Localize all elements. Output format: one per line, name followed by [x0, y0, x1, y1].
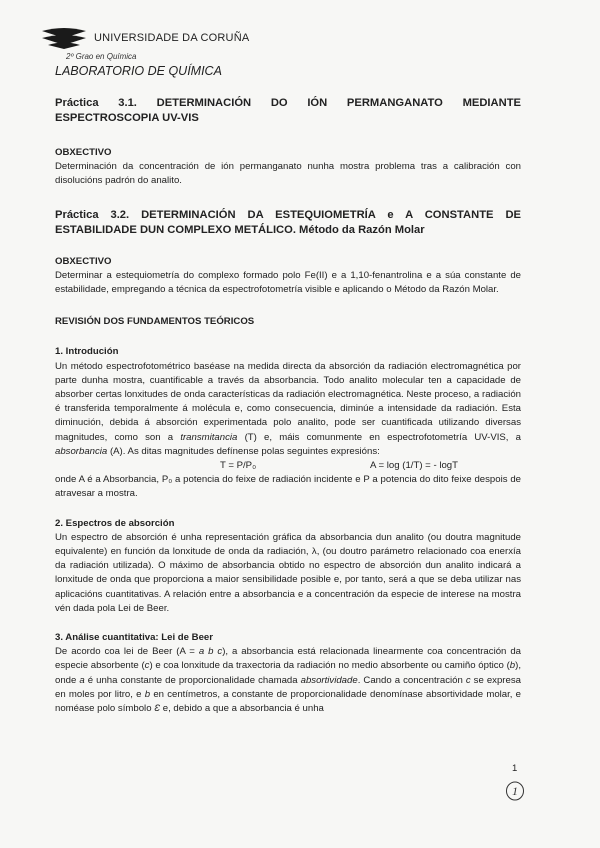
formula-absorbance: A = log (1/T) = - logT	[370, 460, 458, 472]
handwritten-mark-text: 1	[512, 784, 518, 798]
section-3-heading: 3. Análise cuantitativa: Lei de Beer	[55, 632, 213, 644]
section-1-text: Un método espectrofotométrico baséase na medida directa da absorción da radiación electromagnética por parte dunha mostra, cuantificable a través da absorbancia. Todo analito molecular ten a capacidade de absorber certas lonxitudes de onda características da radiación electromagnética. Neste proceso, a radiación é transferida temporalmente á molécula e, como consecuencia, diminúe a intensidade da radiación. Esta diminución, debida á absorción experimentada polo analito, pode ser cuantificada utilizando diversas magnitudes, como son a transmitancia (T) e, máis comunmente en espectrofotometría UV-VIS, a absorbancia (A). As ditas magnitudes defínense polas seguintes expresións:	[55, 360, 521, 457]
practice-2-title: Práctica 3.2. DETERMINACIÓN DA ESTEQUIOMETRÍA e A CONSTANTE DE ESTABILIDADE DUN COMPLEXO METÁLICO. Método da Razón Molar	[55, 208, 521, 236]
practice-1-title: Práctica 3.1. DETERMINACIÓN DO IÓN PERMANGANATO MEDIANTE	[55, 97, 521, 109]
formula-row	[220, 459, 521, 473]
formula-transmitance: T = P/P₀	[220, 460, 257, 472]
document-body	[55, 96, 521, 716]
practice-1-title-line2: ESPECTROSCOPIA UV-VIS	[55, 112, 199, 124]
review-heading: REVISIÓN DOS FUNDAMENTOS TEÓRICOS	[55, 316, 255, 328]
university-header	[40, 27, 249, 49]
section-1-text-end: onde A é a Absorbancia, P₀ a potencia do feixe de radiación incidente e P a potencia do dito feixe despois de atravesar a mostra.	[55, 474, 521, 500]
lab-title: LABORATORIO DE QUÍMICA	[55, 64, 222, 78]
practice-2-objective-heading: OBXECTIVO	[55, 255, 112, 267]
practice-1-objective-text: Determinación da concentración de ión permanganato nunha mostra problema tras a calibración con disolucións padrón do analito.	[55, 161, 521, 187]
section-2-text: Un espectro de absorción é unha representación gráfica da absorbancia dun analito (ou doutra magnitude equivalente) en función da lonxitude de onda da radiación, λ, (ou doutro parámetro relacionado coa enerxía da radiación utilizada). O máximo de absorbancia obtido no espectro de absorción dun analito indicará a lonxitude de onda que proporciona a maior sensibilidade posible e, por tanto, será a que se deba utilizar nas aplicacións cuantitativas. A relación entre a absorbancia e a concentración da especie de interese na mostra vén dada pola Lei de Beer.	[55, 531, 521, 614]
practice-2-objective-text: Determinar a estequiometría do complexo formado polo Fe(II) e a 1,10-fenantrolina e a súa constante de estabilidade, empregando a técnica da espectrofotometría visible e aplicando o Método da Razón Molar.	[55, 269, 521, 296]
section-2-heading: 2. Espectros de absorción	[55, 517, 175, 529]
page-number: 1	[512, 763, 518, 774]
term-absorbancia: absorbancia	[55, 445, 108, 457]
section-1-heading: 1. Introdución	[55, 346, 119, 358]
university-logo-icon	[40, 27, 88, 49]
section-3-text: De acordo coa lei de Beer (A = a b c), a absorbancia está relacionada linearmente coa concentración da especie absorbente (c) e coa lonxitude da traxectoria da radiación no medio absorbente ou camiño óptico (b), onde a é unha constante de proporcionalidade chamada absortividade. Cando a concentración c se expresa en moles por litro, e b en centímetros, a constante de proporcionalidade denomínase absortividade molar, e noméase polo símbolo Ɛ e, debido a que a absorbancia é unha	[55, 646, 522, 715]
term-transmitancia: transmitancia	[180, 431, 238, 443]
practice-1-objective-heading: OBXECTIVO	[55, 147, 112, 158]
handwritten-page-mark	[505, 781, 525, 801]
program-name: 2º Grao en Química	[66, 52, 137, 61]
university-name: UNIVERSIDADE DA CORUÑA	[94, 32, 250, 44]
